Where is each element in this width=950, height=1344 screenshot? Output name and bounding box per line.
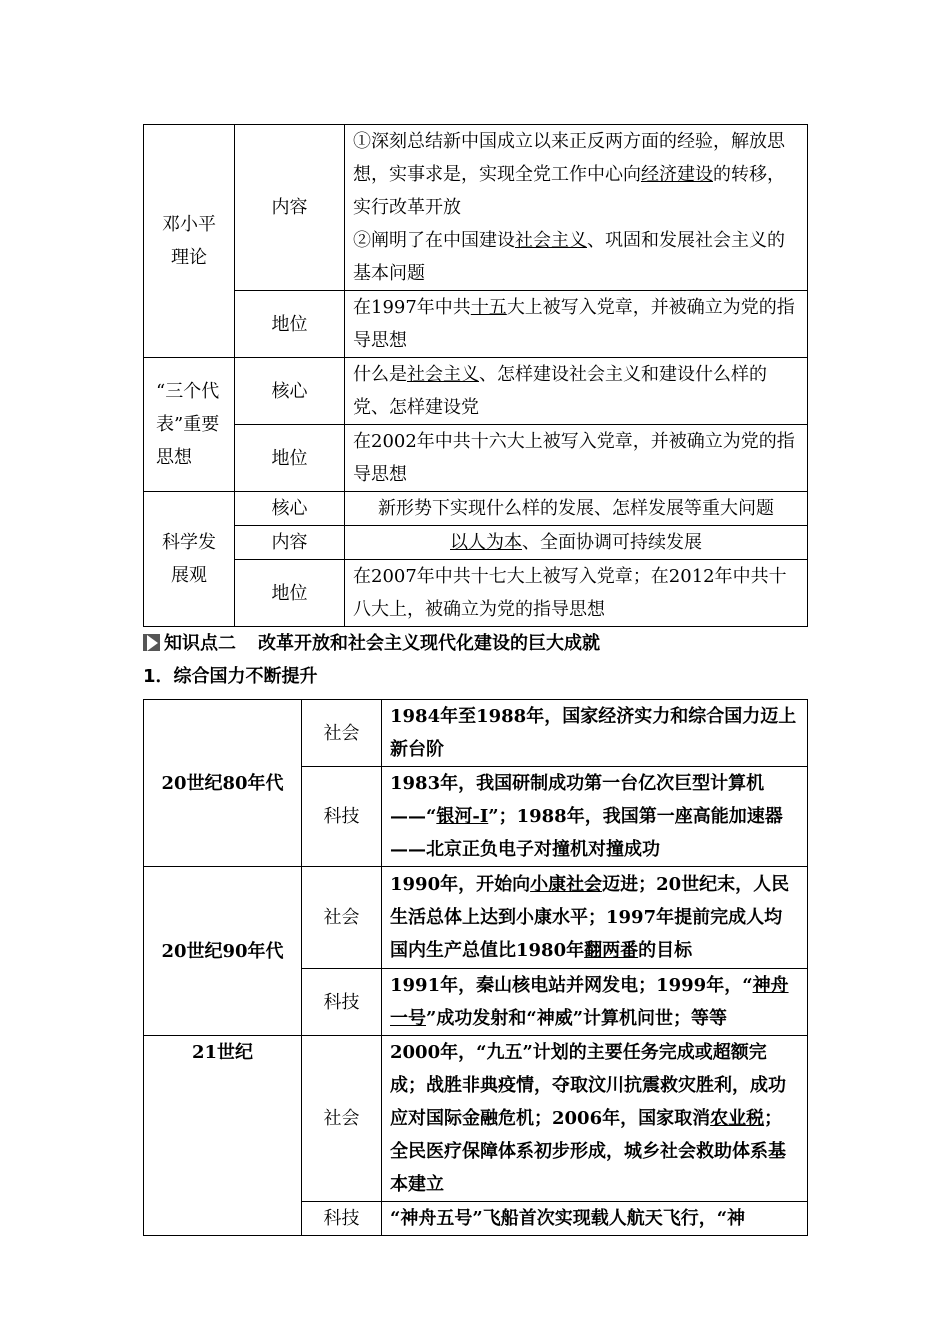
deng-status-label: 地位 — [235, 291, 345, 358]
r90-social: 1990年，开始向小康社会迈进；20世纪末，人民生活总体上达到小康水平；1997年提前完成人均国内生产总值比1980年翻两番的目标 — [382, 867, 808, 969]
r21-social: 2000年，“九五”计划的主要任务完成或超额完成；战胜非典疫情，夺取汶川抗震救灾胜利，成功应对国际金融危机；2006年，国家取消农业税；全民医疗保障体系初步形成，城乡社会救助体系基本建立 — [382, 1036, 808, 1202]
era-80s: 20世纪80年代 — [144, 700, 302, 867]
sci-core: 新形势下实现什么样的发展、怎样发展等重大问题 — [345, 492, 808, 526]
sci-status-label: 地位 — [235, 560, 345, 627]
sci-dev-name: 科学发 展观 — [144, 492, 235, 627]
deng-theory-name: 邓小平 理论 — [144, 125, 235, 358]
play-triangle-icon — [143, 634, 160, 651]
r21-tech-label: 科技 — [302, 1202, 382, 1236]
era-21c: 21世纪 — [144, 1036, 302, 1236]
subsection-heading: 1．综合国力不断提升 — [143, 666, 318, 687]
deng-content-label: 内容 — [235, 125, 345, 291]
era-90s: 20世纪90年代 — [144, 867, 302, 1036]
three-status: 在2002年中共十六大上被写入党章，并被确立为党的指导思想 — [345, 425, 808, 492]
sci-status: 在2007年中共十七大上被写入党章；在2012年中共十八大上，被确立为党的指导思想 — [345, 560, 808, 627]
r80-social-label: 社会 — [302, 700, 382, 767]
theory-table — [143, 124, 808, 627]
three-core-label: 核心 — [235, 358, 345, 425]
sci-core-label: 核心 — [235, 492, 345, 526]
sci-content-label: 内容 — [235, 526, 345, 560]
deng-status: 在1997年中共十五大上被写入党章，并被确立为党的指导思想 — [345, 291, 808, 358]
r80-tech: 1983年，我国研制成功第一台亿次巨型计算机——“银河-Ⅰ”；1988年，我国第一座高能加速器——北京正负电子对撞机对撞成功 — [382, 767, 808, 867]
three-status-label: 地位 — [235, 425, 345, 492]
r80-social: 1984年至1988年，国家经济实力和综合国力迈上新台阶 — [382, 700, 808, 767]
r90-tech: 1991年，秦山核电站并网发电；1999年，“神舟一号”成功发射和“神威”计算机问世；等等 — [382, 969, 808, 1036]
section-heading: 知识点二 改革开放和社会主义现代化建设的巨大成就 — [143, 627, 807, 660]
three-represents-name: “三个代表”重要思想 — [144, 358, 235, 492]
r21-social-label: 社会 — [302, 1036, 382, 1202]
deng-content: ①深刻总结新中国成立以来正反两方面的经验，解放思想，实事求是，实现全党工作中心向经济建设的转移，实行改革开放 ②阐明了在中国建设社会主义、巩固和发展社会主义的基本问题 — [345, 125, 808, 291]
r21-tech: “神舟五号”飞船首次实现载人航天飞行，“神 — [382, 1202, 808, 1236]
r90-social-label: 社会 — [302, 867, 382, 969]
sci-content: 以人为本、全面协调可持续发展 — [345, 526, 808, 560]
three-core: 什么是社会主义、怎样建设社会主义和建设什么样的党、怎样建设党 — [345, 358, 808, 425]
achievement-table — [143, 699, 808, 1236]
r90-tech-label: 科技 — [302, 969, 382, 1036]
page-content — [143, 124, 807, 1236]
r80-tech-label: 科技 — [302, 767, 382, 867]
